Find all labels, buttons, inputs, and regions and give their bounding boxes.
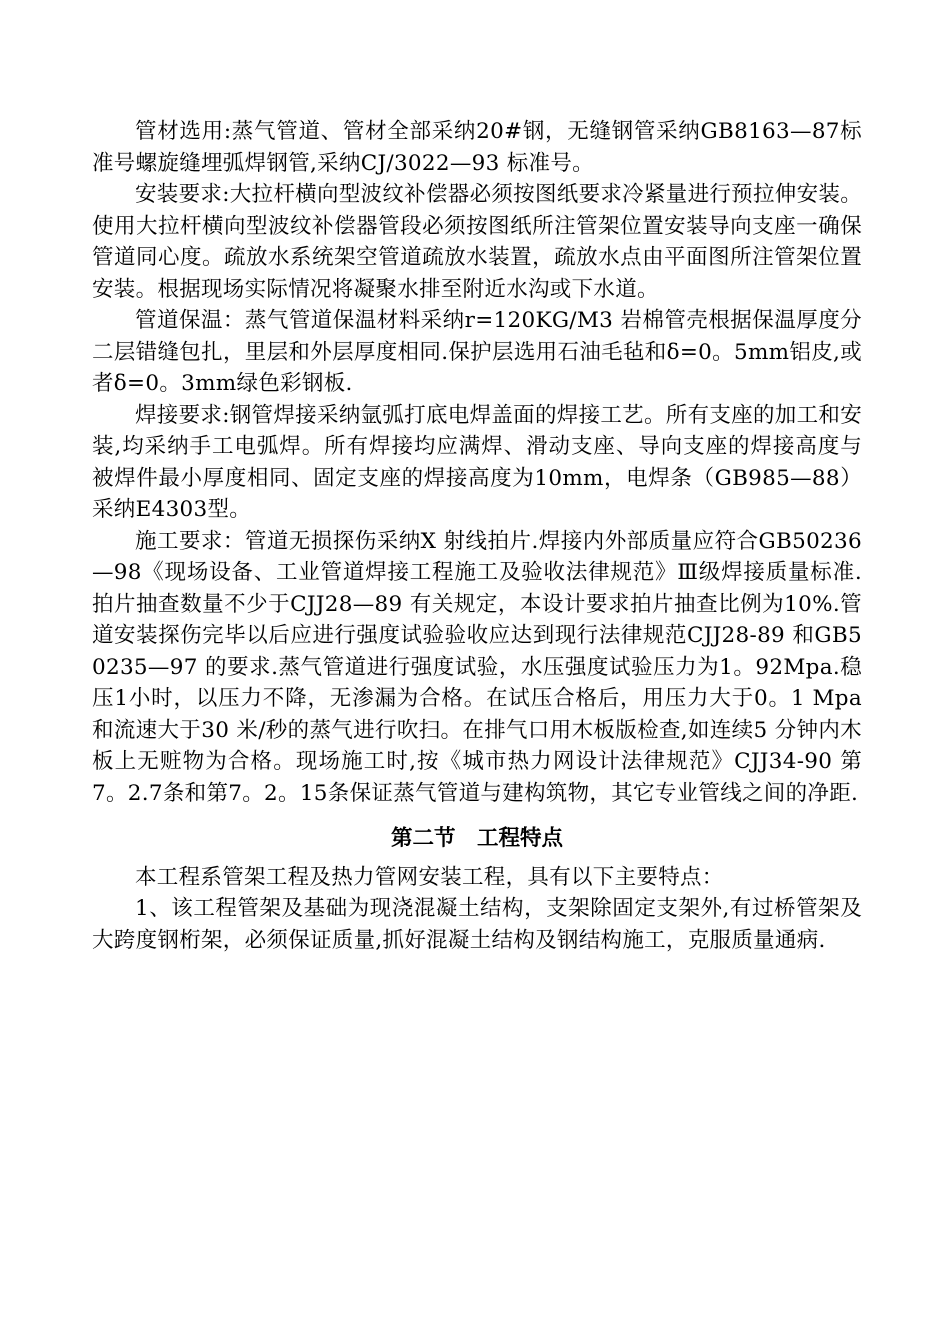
document-page	[92, 116, 870, 956]
paragraph-feature-1: 1、该工程管架及基础为现浇混凝土结构，支架除固定支架外,有过桥管架及大跨度钢桁架，必须保证质量,抓好混凝土结构及钢结构施工，克服质量通病.	[92, 896, 862, 953]
paragraph-pipe-insulation: 管道保温：蒸气管道保温材料采纳r=120KG/M3 岩棉管壳根据保温厚度分二层错缝包扎，里层和外层厚度相同.保护层选用石油毛毡和δ=0。5mm铝皮,或者δ=0。3mm绿色彩钢板.	[92, 308, 862, 396]
paragraph-welding-requirements: 焊接要求:钢管焊接采纳氩弧打底电焊盖面的焊接工艺。所有支座的加工和安装,均采纳手工电弧焊。所有焊接均应满焊、滑动支座、导向支座的焊接高度与被焊件最小厚度相同、固定支座的焊接高度为10mm，电焊条（GB985—88）采纳E4303型。	[92, 402, 862, 522]
paragraph-pipe-material: 管材选用:蒸气管道、管材全部采纳20#钢，无缝钢管采纳GB8163—87标准号螺旋缝埋弧焊钢管,采纳CJ/3022—93 标准号。	[92, 119, 862, 176]
paragraph-installation-requirements: 安装要求:大拉杆横向型波纹补偿器必须按图纸要求冷紧量进行预拉伸安装。使用大拉杆横向型波纹补偿器管段必须按图纸所注管架位置安装导向支座一确保管道同心度。疏放水系统架空管道疏放水装置，疏放水点由平面图所注管架位置安装。根据现场实际情况将凝聚水排至附近水沟或下水道。	[92, 182, 862, 302]
section-heading: 第二节 工程特点	[390, 826, 563, 851]
paragraph-project-intro: 本工程系管架工程及热力管网安装工程，具有以下主要特点：	[135, 864, 724, 890]
paragraph-construction-requirements: 施工要求：管道无损探伤采纳X 射线拍片.焊接内外部质量应符合GB50236—98《现场设备、工业管道焊接工程施工及验收法律规范》Ⅲ级焊接质量标准.拍片抽查数量不少于CJJ28—89 有关规定，本设计要求拍片抽查比例为10%.管道安装探伤完毕以后应进行强度试验验收应达到现行法律规范CJJ28-89 和GB50235—97 的要求.蒸气管道进行强度试验，水压强度试验压力为1。92Mpa.稳压1小时，以压力不降，无渗漏为合格。在试压合格后，用压力大于0。1 Mpa 和流速大于30 米/秒的蒸气进行吹扫。在排气口用木板版检查,如连续5 分钟内木板上无赃物为合格。现场施工时,按《城市热力网设计法律规范》CJJ34-90 第7。2.7条和第7。2。15条保证蒸气管道与建构筑物，其它专业管线之间的净距.	[92, 528, 870, 806]
